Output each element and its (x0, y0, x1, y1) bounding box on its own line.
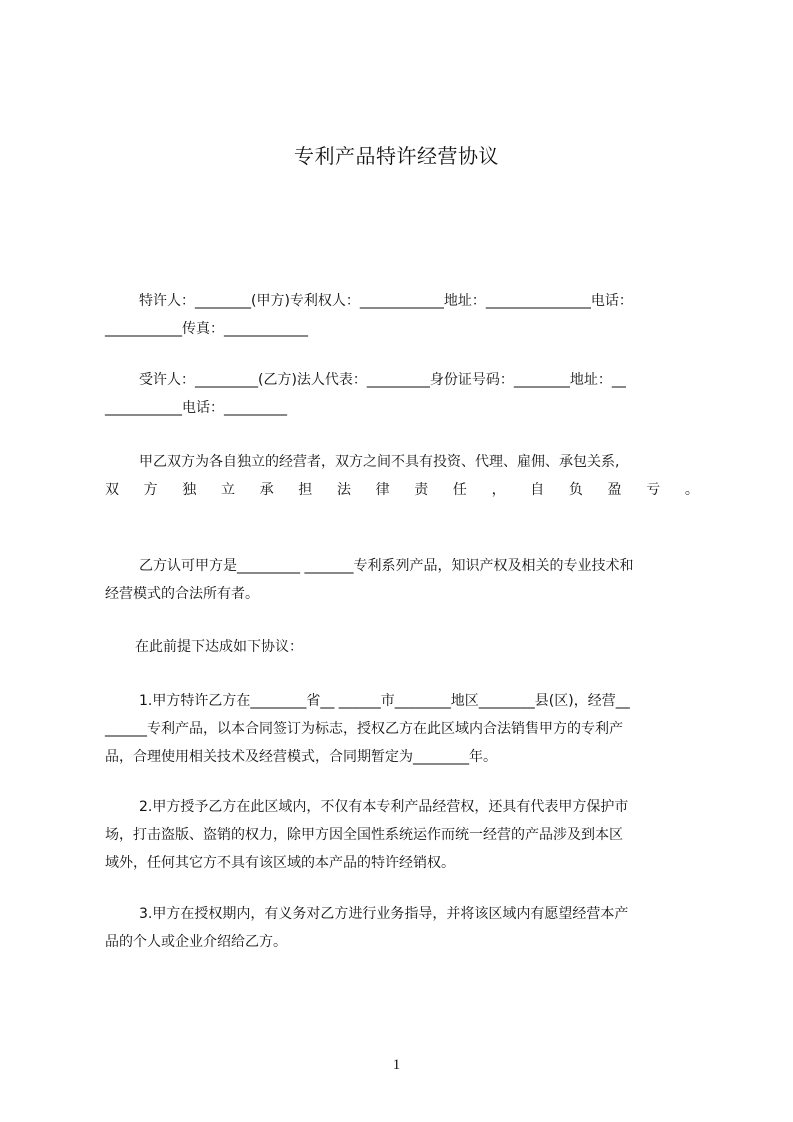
independence-line-1: 甲乙双方为各自独立的经营者，双方之间不具有投资、代理、雇佣、承包关系, (139, 454, 620, 470)
franchisor-info-paragraph (105, 287, 699, 343)
independence-char: 任 (452, 482, 467, 498)
independence-char: 方 (143, 482, 158, 498)
page-number: 1 (392, 1057, 401, 1073)
clause-3-line-2: 品的个人或企业介绍给乙方。 (105, 934, 287, 950)
recognition-line-1: 乙方认可甲方是_________ _______专利系列产品，知识产权及相关的专业技术和 (139, 558, 634, 574)
independence-char: 盈 (607, 482, 622, 498)
independence-paragraph (105, 448, 699, 504)
clause-2-line-1: 2.甲方授予乙方在此区域内，不仅有本专利产品经营权，还具有代表甲方保护市 (139, 799, 629, 815)
premise-line: 在此前提下达成如下协议： (135, 639, 303, 655)
independence-char: 法 (336, 482, 351, 498)
independence-char: 责 (414, 482, 429, 498)
independence-char: 双 (105, 482, 119, 498)
independence-char: 律 (375, 482, 390, 498)
licensee-info-paragraph (105, 366, 699, 422)
clause-1-line-2: ______专利产品，以本合同签订为标志，授权乙方在此区域内合法销售甲方的专利产 (105, 721, 623, 737)
recognition-paragraph (105, 552, 699, 608)
clause-2-line-2: 场，打击盗版、盗销的权力，除甲方因全国性系统运作而统一经营的产品涉及到本区 (105, 827, 623, 843)
clause-2-line-3: 域外，任何其它方不具有该区域的本产品的特许经销权。 (105, 855, 455, 871)
clause-2-paragraph (105, 793, 699, 877)
independence-char: ， (491, 482, 506, 498)
independence-char: 亏 (646, 482, 661, 498)
clause-1-line-3: 品，合理使用相关技术及经营模式，合同期暂定为________年。 (105, 749, 497, 765)
document-title: 专利产品特许经营协议 (294, 144, 499, 168)
independence-line-2 (105, 476, 699, 504)
premise-paragraph (105, 633, 699, 661)
independence-char: 独 (182, 482, 197, 498)
franchisor-line-1: 特许人：________(甲方)专利权人：____________地址：_______________电话： (139, 293, 633, 309)
independence-char: 。 (684, 482, 699, 498)
clause-3-paragraph (105, 900, 699, 956)
licensee-line-2: ___________电话：_________ (105, 400, 287, 416)
independence-char: 承 (259, 482, 274, 498)
licensee-line-1: 受许人：_________(乙方)法人代表：_________身份证号码：________地址：__ (139, 372, 626, 388)
independence-char: 立 (220, 482, 235, 498)
clause-1-line-1: 1.甲方特许乙方在________省__ ______市________地区________县(区)，经营__ (139, 693, 630, 709)
clause-3-line-1: 3.甲方在授权期内，有义务对乙方进行业务指导，并将该区域内有愿望经营本产 (139, 906, 629, 922)
independence-char: 担 (298, 482, 313, 498)
recognition-line-2: 经营模式的合法所有者。 (105, 586, 259, 602)
franchisor-line-2: ___________传真：____________ (105, 321, 308, 337)
independence-char: 负 (568, 482, 583, 498)
clause-1-paragraph (105, 687, 699, 771)
independence-char: 自 (530, 482, 545, 498)
